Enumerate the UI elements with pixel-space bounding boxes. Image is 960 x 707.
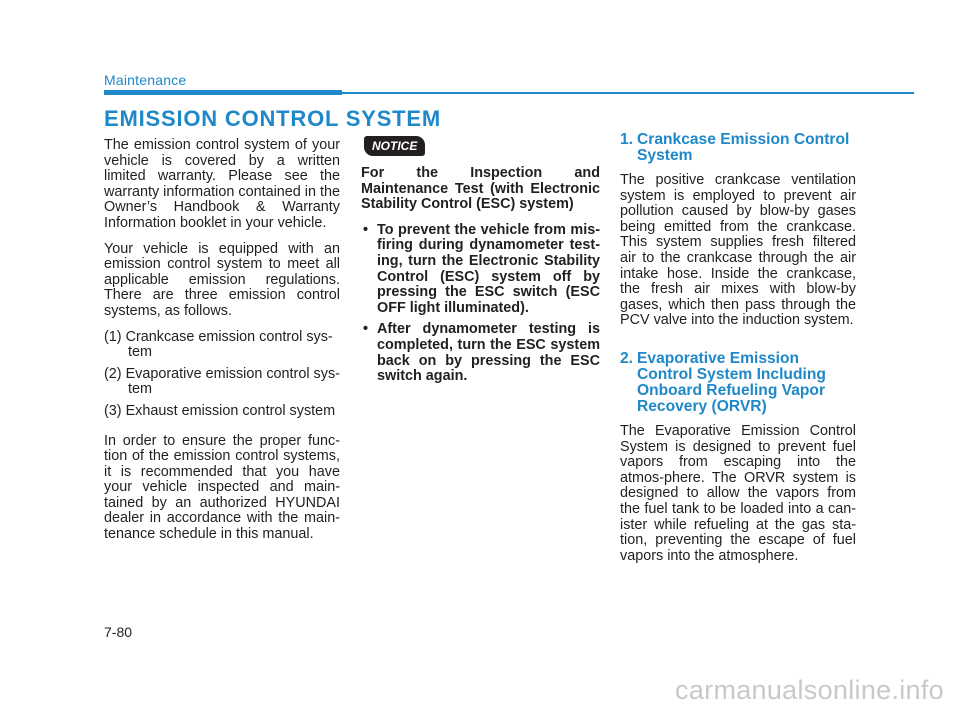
section-label: Maintenance	[104, 72, 187, 88]
emission-systems-list	[104, 330, 340, 420]
bullet-icon: •	[363, 221, 369, 238]
section-number: 2.	[620, 349, 634, 367]
paragraph-crankcase: The positive crankcase ventilation system is employed to prevent air pollution caused by blow-by gases being emitted from the crankcase. This system supplies fresh filtered air to the crankcase through the air intake hose. Inside the crankcase, the fresh air mixes with blow-by gases, which then pass through the PCV valve into the induction system.	[620, 172, 856, 329]
page-title: EMISSION CONTROL SYSTEM	[104, 106, 442, 131]
paragraph-equipment: Your vehicle is equipped with an emission control system to meet all applicable emission regulations. There are three emission control systems, as follows.	[104, 240, 340, 319]
paragraph-inspection: In order to ensure the proper func-tion of the emission control systems, it is recommended that you have your vehicle inspected and main-tained by an authorized HYUNDAI dealer in accordance with the main-tenance schedule in this manual.	[104, 432, 340, 543]
header-rule-thick	[104, 90, 342, 95]
column-2	[361, 136, 600, 391]
section-heading-crankcase	[620, 132, 856, 164]
section-title: Crankcase Emission Control System	[637, 131, 850, 164]
section-heading-evaporative	[620, 351, 856, 415]
watermark: carmanualsonline.info	[675, 675, 944, 705]
bullet-text: After dynamometer testing is completed, turn the ESC system back on by pressing the ESC switch again.	[377, 321, 600, 385]
list-item: (2) Evaporative emission control sys-tem	[104, 365, 340, 398]
page-number: 7-80	[104, 624, 133, 640]
bullet-icon: •	[363, 321, 369, 338]
bullet-text: To prevent the vehicle from mis-firing during dynamometer test-ing, turn the Electronic Stability Control (ESC) system off by pressing the ESC switch (ESC OFF light illuminated).	[377, 221, 600, 316]
list-item	[361, 223, 600, 317]
paragraph-warranty: The emission control system of your vehicle is covered by a written limited warranty. Please see the warranty information contained in the Owner’s Handbook & Warranty Information booklet in your vehicle.	[104, 137, 340, 231]
section-number: 1.	[620, 131, 634, 148]
list-item	[361, 322, 600, 384]
paragraph-evaporative: The Evaporative Emission Control System is designed to prevent fuel vapors from escaping into the atmos-phere. The ORVR system is designed to allow the vapors from the fuel tank to be loaded into a can-ister while refueling at the gas sta-tion, preventing the escape of fuel vapors into the atmosphere.	[620, 422, 856, 564]
list-item: (1) Crankcase emission control sys-tem	[104, 328, 333, 361]
notice-bullets	[361, 223, 600, 385]
list-item: (3) Exhaust emission control system	[104, 402, 336, 419]
column-1	[104, 138, 340, 553]
header-rule-thin	[342, 92, 914, 94]
section-title: Evaporative Emission Control System Including Onboard Refueling Vapor Recovery (ORVR)	[637, 349, 826, 415]
column-3	[620, 132, 856, 574]
notice-intro: For the Inspection and Maintenance Test (with Electronic Stability Control (ESC) system)	[361, 165, 600, 213]
notice-badge: NOTICE	[364, 136, 425, 156]
